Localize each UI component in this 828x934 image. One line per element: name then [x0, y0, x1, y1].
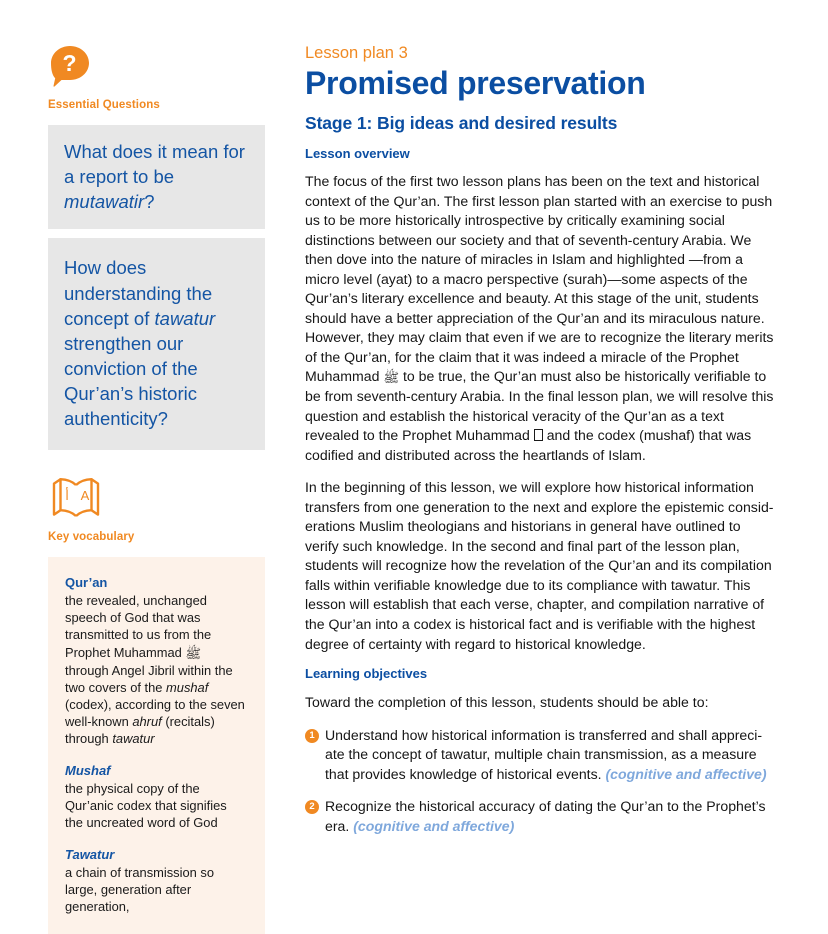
- essential-question-text: What does it mean for a report to be: [64, 141, 245, 188]
- sallallahu-icon: ﷺ: [185, 645, 202, 661]
- lesson-overview-paragraph-2: In the beginning of this lesson, we will explore how historical information transfers from one generation to the next and explore the epistemic consid-erations Muslim theologians and historians in general have outlined to verify such knowledge. In the second and final part of the lesson plan, students will recognize how the revelation of the Qur’an and its compilation falls within verifiable knowledge due to its compliance with tawatur. This lesson will establish that each verse, chapter, and compilation narrative of the Qur’an into a codex is historical fact and is verifiable with the highest degree of certainty with regard to historical knowledge.: [305, 479, 774, 652]
- essential-questions-label: Essential Questions: [48, 99, 160, 111]
- vocabulary-term: Tawatur: [65, 846, 115, 862]
- essential-question-text-end: ?: [144, 191, 155, 213]
- objective-domain-tag: (cognitive and affective): [605, 765, 767, 782]
- objective-text: Understand how historical information is transferred and shall appreci-ate the concept of tawatur, multiple chain transmission, as a measure that provides knowledge of historical events.: [325, 726, 763, 782]
- essential-question-text: How does understanding the concept of: [64, 257, 213, 329]
- paragraph-part: The focus of the first two lesson plans has been on the text and historical context of the Qur’an. The first lesson plan started with an exercise to push us to be more historically introspective by critically examining social distinctions between our society and that of seventh-century Arabia. We then dove into the nature of miracles in Islam and highlighted —from a micro level (ayat) to a macro perspective (surah)—some aspects of the Qur’an’s literary excellence and beauty. At this stage of the unit, students should have a better appreciation of the Qur’an and its miraculous nature. However, they may claim that even if we are to recognize the literary merits of the Qur’an, for the claim that it was indeed a miracle of the Prophet Muhammad: [305, 173, 774, 385]
- vocabulary-definition: a chain of transmission so large, generation after generation,: [65, 865, 215, 915]
- essential-question-term: tawatur: [154, 307, 216, 329]
- lesson-overview-paragraph: [305, 172, 775, 465]
- vocabulary-entry: [65, 573, 248, 748]
- sidebar: [48, 44, 265, 934]
- main-content: [305, 44, 775, 836]
- objective-number-badge: 1: [305, 729, 319, 743]
- stage-heading: Stage 1: Big ideas and desired results: [305, 113, 618, 134]
- vocabulary-term: Mushaf: [65, 762, 111, 778]
- lesson-overview-heading: Lesson overview: [305, 146, 410, 162]
- svg-text:A: A: [80, 487, 90, 503]
- essential-question-card: [48, 125, 265, 229]
- vocabulary-definition: the revealed, unchanged speech of God that was transmitted to us from the Prophet Muhammad ﷺ through Angel Jibril within the two covers of the mushaf (codex), according to the seven well-known ahruf (recitals) through tawatur: [65, 593, 245, 747]
- svg-text:?: ?: [62, 50, 77, 76]
- sallallahu-icon: ﷺ: [383, 370, 400, 386]
- vocabulary-term: Qur’an: [65, 574, 108, 590]
- essential-question-card: [48, 238, 265, 449]
- vocabulary-entry: [65, 845, 248, 916]
- svg-text:أ: أ: [65, 488, 69, 504]
- objective-number-badge: 2: [305, 800, 319, 814]
- essential-question-term: mutawatir: [64, 191, 145, 213]
- key-vocabulary-panel: [48, 557, 265, 934]
- paragraph-part: to be true, the Qur’an must also be historically verifiable to be from seventh-century Arabia. In the final lesson plan, we will resolve this question and establish the historical veracity of the Qur’an as a text revealed to the Prophet Muhammad: [305, 368, 774, 444]
- open-book-icon: [48, 474, 265, 520]
- vocabulary-definition: the physical copy of the Qur’anic codex that signifies the uncreated word of God: [65, 781, 227, 831]
- learning-objective-item: [305, 797, 775, 836]
- question-speech-bubble-icon: [48, 44, 265, 88]
- objective-domain-tag: (cognitive and affective): [353, 817, 515, 834]
- objectives-intro: Toward the completion of this lesson, students should be able to:: [305, 694, 709, 711]
- paragraph-part: and the codex (mushaf) that was codified and distributed across the heartlands of Islam.: [305, 427, 752, 463]
- learning-objective-item: [305, 726, 775, 785]
- lesson-plan-kicker: Lesson plan 3: [305, 44, 408, 62]
- vocabulary-entry: [65, 761, 248, 832]
- objective-text: Recognize the historical accuracy of dating the Qur’an to the Prophet’s era.: [325, 798, 766, 834]
- missing-glyph-box: [534, 429, 543, 441]
- key-vocabulary-label: Key vocabulary: [48, 530, 135, 543]
- essential-question-text-end: strengthen our conviction of the Qur’an’s historic authenticity?: [64, 332, 198, 430]
- page-title: Promised preservation: [305, 64, 646, 101]
- learning-objectives-heading: Learning objectives: [305, 666, 428, 682]
